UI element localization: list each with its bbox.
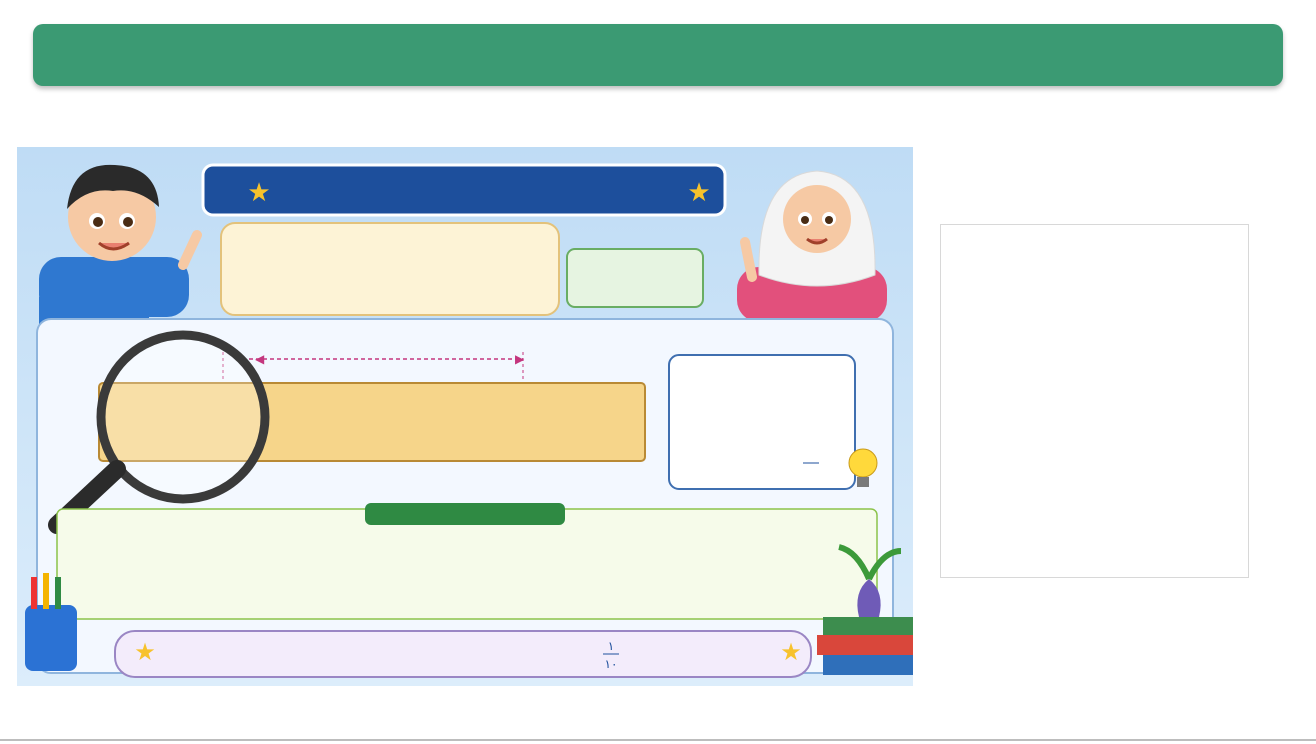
star-icon: ★ [134, 638, 156, 666]
poster-illustration [17, 147, 913, 686]
examples-table [57, 509, 877, 619]
star-icon: ★ [687, 178, 711, 208]
summary-fraction-den: ۱۰ [604, 657, 618, 671]
arrow-right-icon: ▶ [515, 352, 525, 366]
reminder-box [567, 249, 703, 307]
notes-box [940, 224, 1249, 578]
star-icon: ★ [780, 638, 802, 666]
info-box [669, 355, 855, 489]
slide-header [33, 24, 1283, 86]
arrow-left-icon: ◀ [255, 352, 265, 366]
examples-title-pill [365, 503, 565, 525]
summary-fraction-num: ۱ [607, 639, 615, 653]
bottom-divider [0, 739, 1316, 741]
poster-title-banner [203, 165, 725, 215]
intro-bubble [221, 223, 559, 315]
star-icon: ★ [247, 178, 271, 208]
summary-bar [115, 631, 811, 677]
